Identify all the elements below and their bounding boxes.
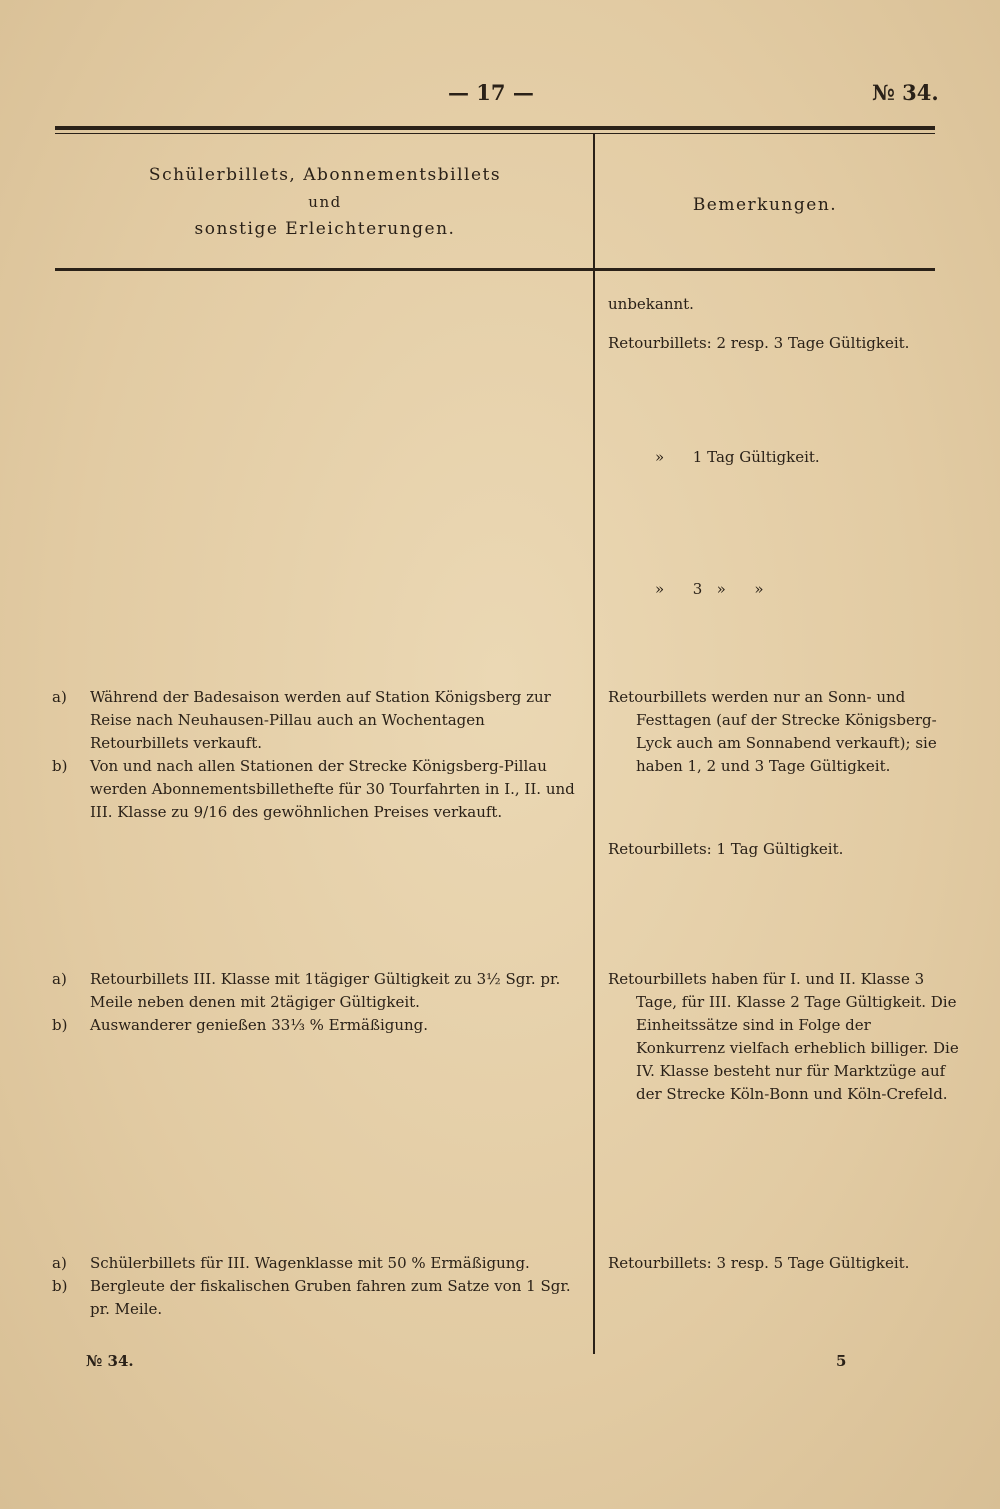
item-text: Retourbillets III. Klasse mit 1tägiger Gültigkeit zu 3½ Sgr. pr. Meile neben denen mit 2tägiger Gültigkeit. — [90, 970, 561, 1011]
list-item — [52, 686, 586, 755]
left-title-line-2: und — [308, 193, 342, 211]
item-label: b) — [52, 757, 68, 775]
entry-section-4 — [52, 686, 586, 824]
right-column-title: Bemerkungen. — [692, 195, 838, 215]
list-item — [52, 1275, 586, 1321]
list-item — [52, 755, 586, 824]
remark-section-5: Retourbillets: 1 Tag Gültigkeit. — [608, 840, 844, 858]
left-title-line-1: Schülerbillets, Abonnementsbillets — [148, 165, 502, 185]
column-divider — [593, 134, 595, 1354]
left-title-line-3: sonstige Erleichterungen. — [194, 219, 456, 239]
top-rule-thin — [55, 133, 935, 134]
list-item — [52, 1252, 586, 1275]
remark-line: Retourbillets: 2 resp. 3 Tage Gültigkeit. — [608, 334, 910, 352]
issue-number: № 34. — [872, 80, 939, 105]
footer-sheet-number: 5 — [836, 1352, 847, 1370]
remark-section-4: Retourbillets werden nur an Sonn- und Festtagen (auf der Strecke Königsberg-Lyck auch am Sonnabend verkauft); sie haben 1, 2 und 3 Tage Gültigkeit. — [608, 688, 937, 775]
header-rule — [55, 268, 935, 271]
page-number: — 17 — — [448, 80, 534, 105]
footer-issue-ref: № 34. — [86, 1352, 134, 1370]
list-item — [52, 1014, 586, 1037]
item-label: b) — [52, 1277, 68, 1295]
item-label: a) — [52, 1254, 67, 1272]
top-rule-thick — [55, 126, 935, 130]
item-text: Bergleute der fiskalischen Gruben fahren zum Satze von 1 Sgr. pr. Meile. — [90, 1277, 571, 1318]
item-label: b) — [52, 1016, 68, 1034]
left-column-title — [60, 162, 590, 243]
remark-section-3: » 3 » » — [655, 580, 764, 598]
remark-section-6: Retourbillets haben für I. und II. Klasse 3 Tage, für III. Klasse 2 Tage Gültigkeit. Die Einheitssätze sind in Folge der Konkurrenz vielfach erheblich billiger. Die IV. Klasse besteht nur für Marktzüge auf der Strecke Köln-Bonn und Köln-Crefeld. — [608, 970, 959, 1103]
item-text: Während der Badesaison werden auf Station Königsberg zur Reise nach Neuhausen-Pillau auch an Wochentagen Retourbillets verkauft. — [90, 688, 551, 752]
item-text: Schülerbillets für III. Wagenklasse mit 50 % Ermäßigung. — [90, 1254, 530, 1272]
remark-section-1 — [608, 293, 928, 355]
item-text: Auswanderer genießen 33⅓ % Ermäßigung. — [90, 1016, 429, 1034]
entry-section-7 — [52, 1252, 586, 1321]
remark-line: unbekannt. — [608, 295, 694, 313]
list-item — [52, 968, 586, 1014]
remark-section-2: » 1 Tag Gültigkeit. — [655, 448, 820, 466]
item-label: a) — [52, 970, 67, 988]
remark-section-7: Retourbillets: 3 resp. 5 Tage Gültigkeit. — [608, 1254, 910, 1272]
entry-section-6 — [52, 968, 586, 1037]
item-text: Von und nach allen Stationen der Strecke Königsberg-Pillau werden Abonnementsbillethefte für 30 Tourfahrten in I., II. und III. Klasse zu 9/16 des gewöhnlichen Preises verkauft. — [90, 757, 575, 821]
item-label: a) — [52, 688, 67, 706]
